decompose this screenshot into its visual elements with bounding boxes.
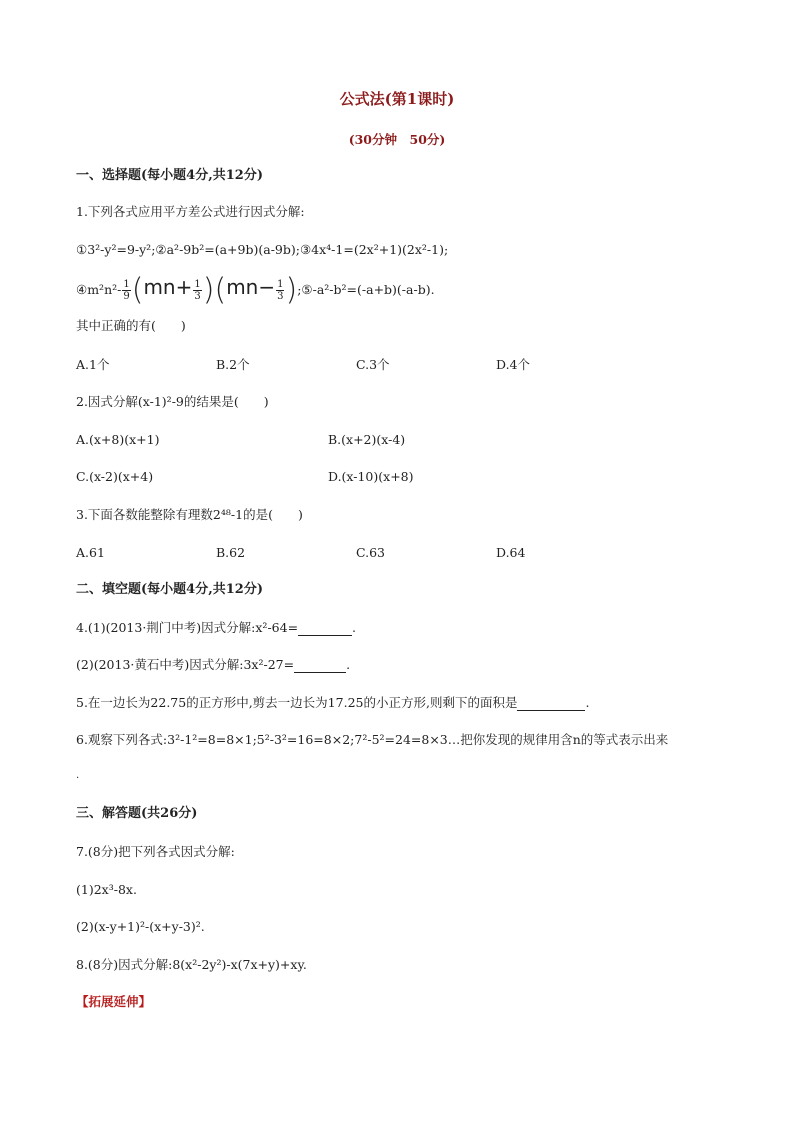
q1-option-a: A.1个: [76, 357, 110, 372]
left-paren: (: [131, 272, 144, 308]
q1-stem: 1.下列各式应用平方差公式进行因式分解:: [76, 204, 305, 219]
answer-blank[interactable]: [517, 698, 585, 711]
q2-option-a: A.(x+8)(x+1): [76, 432, 160, 447]
page-subtitle: (30分钟 50分): [348, 132, 446, 147]
q7-stem: 7.(8分)把下列各式因式分解:: [76, 844, 235, 859]
q1-option-b: B.2个: [216, 357, 250, 372]
q3-option-d: D.64: [496, 545, 526, 560]
q3-option-b: B.62: [216, 545, 246, 560]
fraction-1-3: $\frac{1}{3}$: [194, 279, 201, 302]
q1-option-c: C.3个: [356, 357, 390, 372]
q7-part1: (1)2x³-8x.: [76, 882, 137, 897]
fraction-1-9: $\frac{1}{9}$: [123, 279, 130, 302]
q6-tail: .: [76, 770, 80, 781]
q1-line2: [76, 270, 435, 308]
q1-line2-prefix: ④m²n²-: [76, 282, 122, 297]
term-mn-plus: mn+: [143, 275, 193, 299]
q2-option-d: D.(x-10)(x+8): [328, 469, 414, 484]
q5: 5.在一边长为22.75的正方形中,剪去一边长为17.25的小正方形,则剩下的面积是 .: [76, 695, 590, 710]
right-paren: ): [285, 272, 298, 308]
q2-option-c: C.(x-2)(x+4): [76, 469, 154, 484]
section2-heading: 二、填空题(每小题4分,共12分): [76, 582, 263, 597]
q3-stem: 3.下面各数能整除有理数2⁴⁸-1的是( ): [76, 507, 303, 522]
section1-heading: 一、选择题(每小题4分,共12分): [76, 168, 263, 183]
q1-line1: ①3²-y²=9-y²;②a²-9b²=(a+9b)(a-9b);③4x⁴-1=(2x²+1)(2x²-1);: [76, 242, 449, 257]
right-paren: ): [202, 272, 215, 308]
fraction-1-3: $\frac{1}{3}$: [277, 279, 284, 302]
q2-option-b: B.(x+2)(x-4): [328, 432, 406, 447]
left-paren: (: [214, 272, 227, 308]
q3-option-c: C.63: [356, 545, 385, 560]
term-mn-minus: mn−: [226, 275, 276, 299]
section3-heading: 三、解答题(共26分): [76, 806, 198, 821]
q3-option-a: A.61: [76, 545, 105, 560]
answer-blank[interactable]: [294, 660, 346, 673]
extension-label: 【拓展延伸】: [76, 994, 152, 1009]
page-title: 公式法(第1课时): [339, 90, 455, 108]
answer-blank[interactable]: [298, 623, 352, 636]
q7-part2: (2)(x-y+1)²-(x+y-3)².: [76, 919, 205, 934]
q1-option-d: D.4个: [496, 357, 531, 372]
q4-part2: (2)(2013·黄石中考)因式分解:3x²-27= .: [76, 657, 351, 672]
q1-line2-suffix: ;⑤-a²-b²=(-a+b)(-a-b).: [297, 282, 435, 297]
q1-ask: 其中正确的有( ): [76, 318, 186, 333]
q8: 8.(8分)因式分解:8(x²-2y²)-x(7x+y)+xy.: [76, 957, 307, 972]
q2-stem: 2.因式分解(x-1)²-9的结果是( ): [76, 394, 269, 409]
q6: 6.观察下列各式:3²-1²=8=8×1;5²-3²=16=8×2;7²-5²=24=8×3…把你发现的规律用含n的等式表示出来: [76, 732, 669, 747]
q4-part1: 4.(1)(2013·荆门中考)因式分解:x²-64= .: [76, 620, 357, 635]
